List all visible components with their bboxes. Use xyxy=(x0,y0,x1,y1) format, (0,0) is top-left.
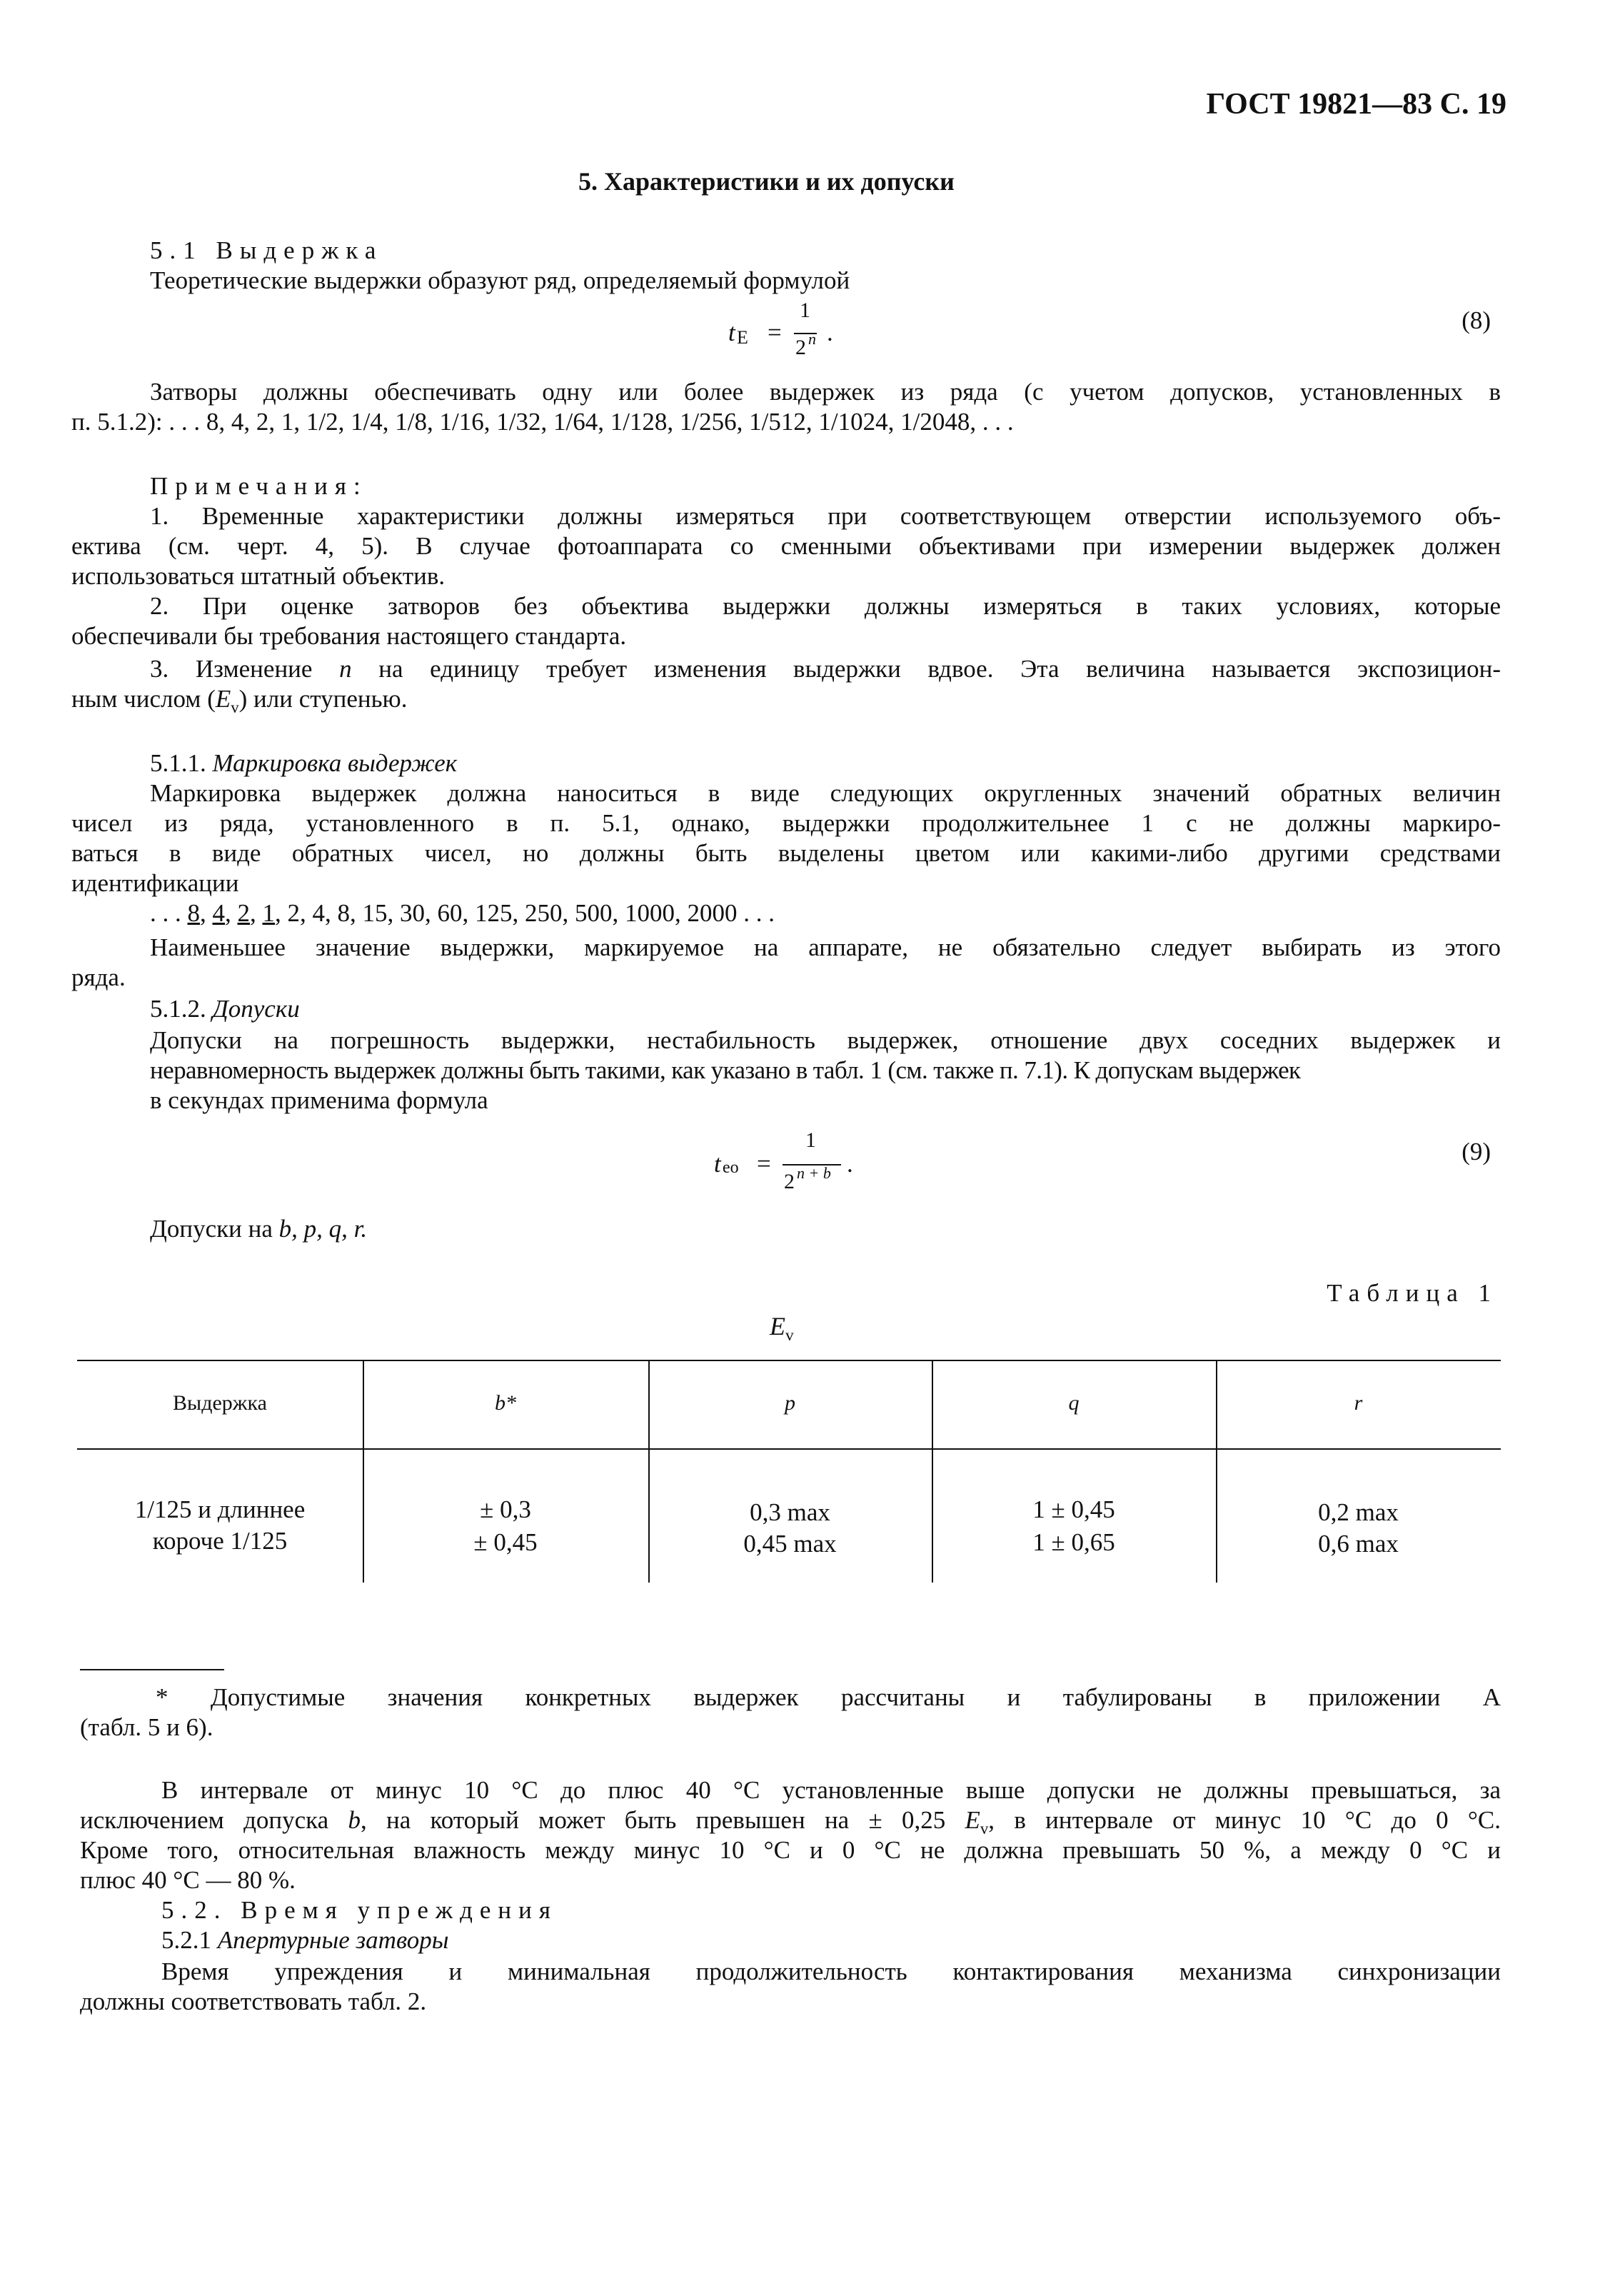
table-header-r: r xyxy=(1354,1391,1363,1415)
table-cell: 0,6 max xyxy=(1318,1530,1399,1558)
table-header-exposure: Выдержка xyxy=(173,1391,267,1415)
paragraph-text: Маркировка выдержек должна наноситься в виде следующих округленных значений обратных величин xyxy=(150,779,1501,807)
formula-exponent: n xyxy=(808,330,816,348)
formula-equals: = xyxy=(757,1150,771,1178)
formula-numerator: 1 xyxy=(805,1128,816,1152)
formula-symbol: t xyxy=(728,319,735,346)
section-5-1-1-heading xyxy=(150,748,457,778)
note-2: 2. При оценке затворов без объектива выдержки должны измеряться в таких условиях, которые xyxy=(150,592,1501,620)
paragraph-text: должны соответствовать табл. 2. xyxy=(80,1987,427,2015)
section-title-italic: Апертурные затворы xyxy=(217,1926,449,1954)
note-3-text: на единицу требует изменения выдержки вдвое. Эта величина называется экспозицион- xyxy=(351,655,1501,683)
table-cell: 0,2 max xyxy=(1318,1498,1399,1526)
paragraph-text: В интервале от минус 10 °С до плюс 40 °С установленные выше допуски не должны превышаться, за xyxy=(161,1776,1501,1804)
section-title-italic: Маркировка выдержек xyxy=(212,749,458,777)
section-title-italic: Допуски xyxy=(212,995,300,1023)
note-1: использоваться штатный объектив. xyxy=(71,562,446,590)
section-number: 5.1.2. xyxy=(150,995,213,1023)
paragraph-text: Затворы должны обеспечивать одну или более выдержек из ряда (с учетом допусков, установленных в xyxy=(150,378,1501,406)
formula-denominator: 2 xyxy=(795,336,806,359)
table-cell: ± 0,45 xyxy=(473,1528,538,1556)
paragraph-text: идентификации xyxy=(71,869,239,897)
series-text: , 2, 4, 8, 15, 30, 60, 125, 250, 500, 1000, 2000 . . . xyxy=(275,899,775,927)
tolerances-line xyxy=(150,1214,367,1244)
table-cell: 1 ± 0,65 xyxy=(1032,1528,1115,1556)
section-number: 5.2.1 xyxy=(161,1926,218,1954)
formula-numerator: 1 xyxy=(800,299,810,322)
paragraph-text: Кроме того, относительная влажность между минус 10 °С и 0 °С не должна превышать 50 %, а между 0 °С и xyxy=(80,1836,1501,1864)
paragraph-text: Время упреждения и минимальная продолжительность контактирования механизма синхронизации xyxy=(161,1957,1501,1985)
notes-heading: Примечания: xyxy=(150,472,368,500)
footnote-text: (табл. 5 и 6). xyxy=(80,1713,213,1741)
page-header-doc-ref: ГОСТ 19821—83 С. 19 xyxy=(1206,88,1506,121)
formula-period: . xyxy=(827,319,833,346)
note-3 xyxy=(71,684,407,723)
paragraph-text: Допуски на погрешность выдержки, нестабильность выдержек, отношение двух соседних выдержек и xyxy=(150,1026,1501,1054)
section-5-1-2-heading xyxy=(150,994,300,1024)
caption-symbol-E: E xyxy=(770,1312,785,1340)
series-text: , xyxy=(225,899,238,927)
paragraph-text: п. 5.1.2): . . . 8, 4, 2, 1, 1/2, 1/4, 1/8, 1/16, 1/32, 1/64, 1/128, 1/256, 1/512, 1/1024, 1/2048, . . . xyxy=(71,408,1014,436)
symbol-E: E xyxy=(965,1806,980,1834)
formula-subscript: E xyxy=(737,327,748,348)
table-header-q: q xyxy=(1068,1391,1080,1415)
series-text: , xyxy=(200,899,213,927)
note-3-text: ) или ступенью. xyxy=(238,685,408,713)
formula-exponent: n + b xyxy=(797,1164,831,1182)
formula-8-label: (8) xyxy=(1461,306,1491,334)
paragraph-text: неравномерность выдержек должны быть такими, как указано в табл. 1 (см. также п. 7.1). К допускам выдержек xyxy=(150,1056,1301,1084)
symbol-b: b xyxy=(348,1806,361,1834)
symbol-n: n xyxy=(339,655,352,683)
paragraph-text: в секундах применима формула xyxy=(150,1086,488,1114)
series-text: , xyxy=(250,899,263,927)
series-underlined-value: 8 xyxy=(187,899,200,927)
series-underlined-value: 2 xyxy=(237,899,250,927)
symbol-v: v xyxy=(231,698,239,716)
caption-symbol-v: v xyxy=(785,1326,794,1345)
paragraph-text: чисел из ряда, установленного в п. 5.1, однако, выдержки продолжительнее 1 с не должны маркиро- xyxy=(71,809,1501,837)
table-1 xyxy=(77,1360,1501,1583)
paragraph-text: ряда. xyxy=(71,963,126,991)
table-cell: ± 0,3 xyxy=(480,1495,531,1523)
paragraph-text: плюс 40 °С — 80 %. xyxy=(80,1866,296,1894)
table-header-b: b* xyxy=(495,1391,516,1415)
series-text: . . . xyxy=(150,899,188,927)
paragraph-text: Наименьшее значение выдержки, маркируемое на аппарате, не обязательно следует выбирать из этого xyxy=(150,933,1501,961)
section-title: 5. Характеристики и их допуски xyxy=(578,167,955,196)
series-underlined-value: 1 xyxy=(262,899,275,927)
table-cell: 0,3 max xyxy=(750,1498,830,1526)
formula-denominator: 2 xyxy=(784,1170,795,1193)
section-5-2-1-heading xyxy=(161,1925,448,1955)
symbol-v: v xyxy=(980,1820,989,1838)
series-underlined-value: 4 xyxy=(212,899,225,927)
note-3-text: 3. Изменение xyxy=(150,655,340,683)
formula-9-label: (9) xyxy=(1461,1138,1491,1165)
paragraph-fragment: , на который может быть превышен на ± 0,25 xyxy=(360,1806,965,1834)
footnote-rule xyxy=(80,1669,224,1670)
table-caption xyxy=(770,1311,794,1345)
table-top-rule xyxy=(77,1360,1501,1361)
table-cell: 0,45 max xyxy=(743,1530,837,1558)
note-3 xyxy=(150,654,1501,684)
table-label: Таблица 1 xyxy=(1327,1279,1498,1307)
paragraph-text: Теоретические выдержки образуют ряд, определяемый формулой xyxy=(150,266,850,294)
formula-equals: = xyxy=(768,319,782,346)
marking-series xyxy=(150,898,775,928)
table-cell: короче 1/125 xyxy=(152,1527,288,1555)
footnote-text: * Допустимые значения конкретных выдержек рассчитаны и табулированы в приложении А xyxy=(156,1683,1501,1711)
table-header-p: p xyxy=(785,1391,795,1415)
section-5-1-heading: 5.1 Выдержка xyxy=(150,236,383,264)
table-header-rule xyxy=(77,1448,1501,1450)
note-3-text: ным числом ( xyxy=(71,685,216,713)
paragraph-fragment: , в интервале от минус 10 °С до 0 °С. xyxy=(988,1806,1501,1834)
table-cell: 1/125 и длиннее xyxy=(134,1495,306,1523)
section-number: 5.1.1. xyxy=(150,749,213,777)
formula-symbol: t xyxy=(714,1150,721,1178)
table-cell: 1 ± 0,45 xyxy=(1032,1495,1115,1523)
tolerances-text: Допуски на xyxy=(150,1215,279,1243)
note-1: 1. Временные характеристики должны измеряться при соответствующем отверстии используемого объ- xyxy=(150,502,1501,530)
formula-subscript: eo xyxy=(723,1158,739,1177)
paragraph-text: ваться в виде обратных чисел, но должны быть выделены цветом или какими-либо другими средствами xyxy=(71,839,1501,867)
paragraph-fragment: исключением допуска xyxy=(80,1806,348,1834)
section-5-2-heading: 5.2. Время упреждения xyxy=(161,1896,558,1924)
formula-period: . xyxy=(847,1150,853,1178)
note-1: ектива (см. черт. 4, 5). В случае фотоаппарата со сменными объективами при измерении выдержек должен xyxy=(71,532,1501,560)
note-2: обеспечивали бы требования настоящего стандарта. xyxy=(71,622,627,650)
tolerances-symbols: b, p, q, r. xyxy=(278,1215,368,1243)
symbol-E: E xyxy=(215,685,231,713)
